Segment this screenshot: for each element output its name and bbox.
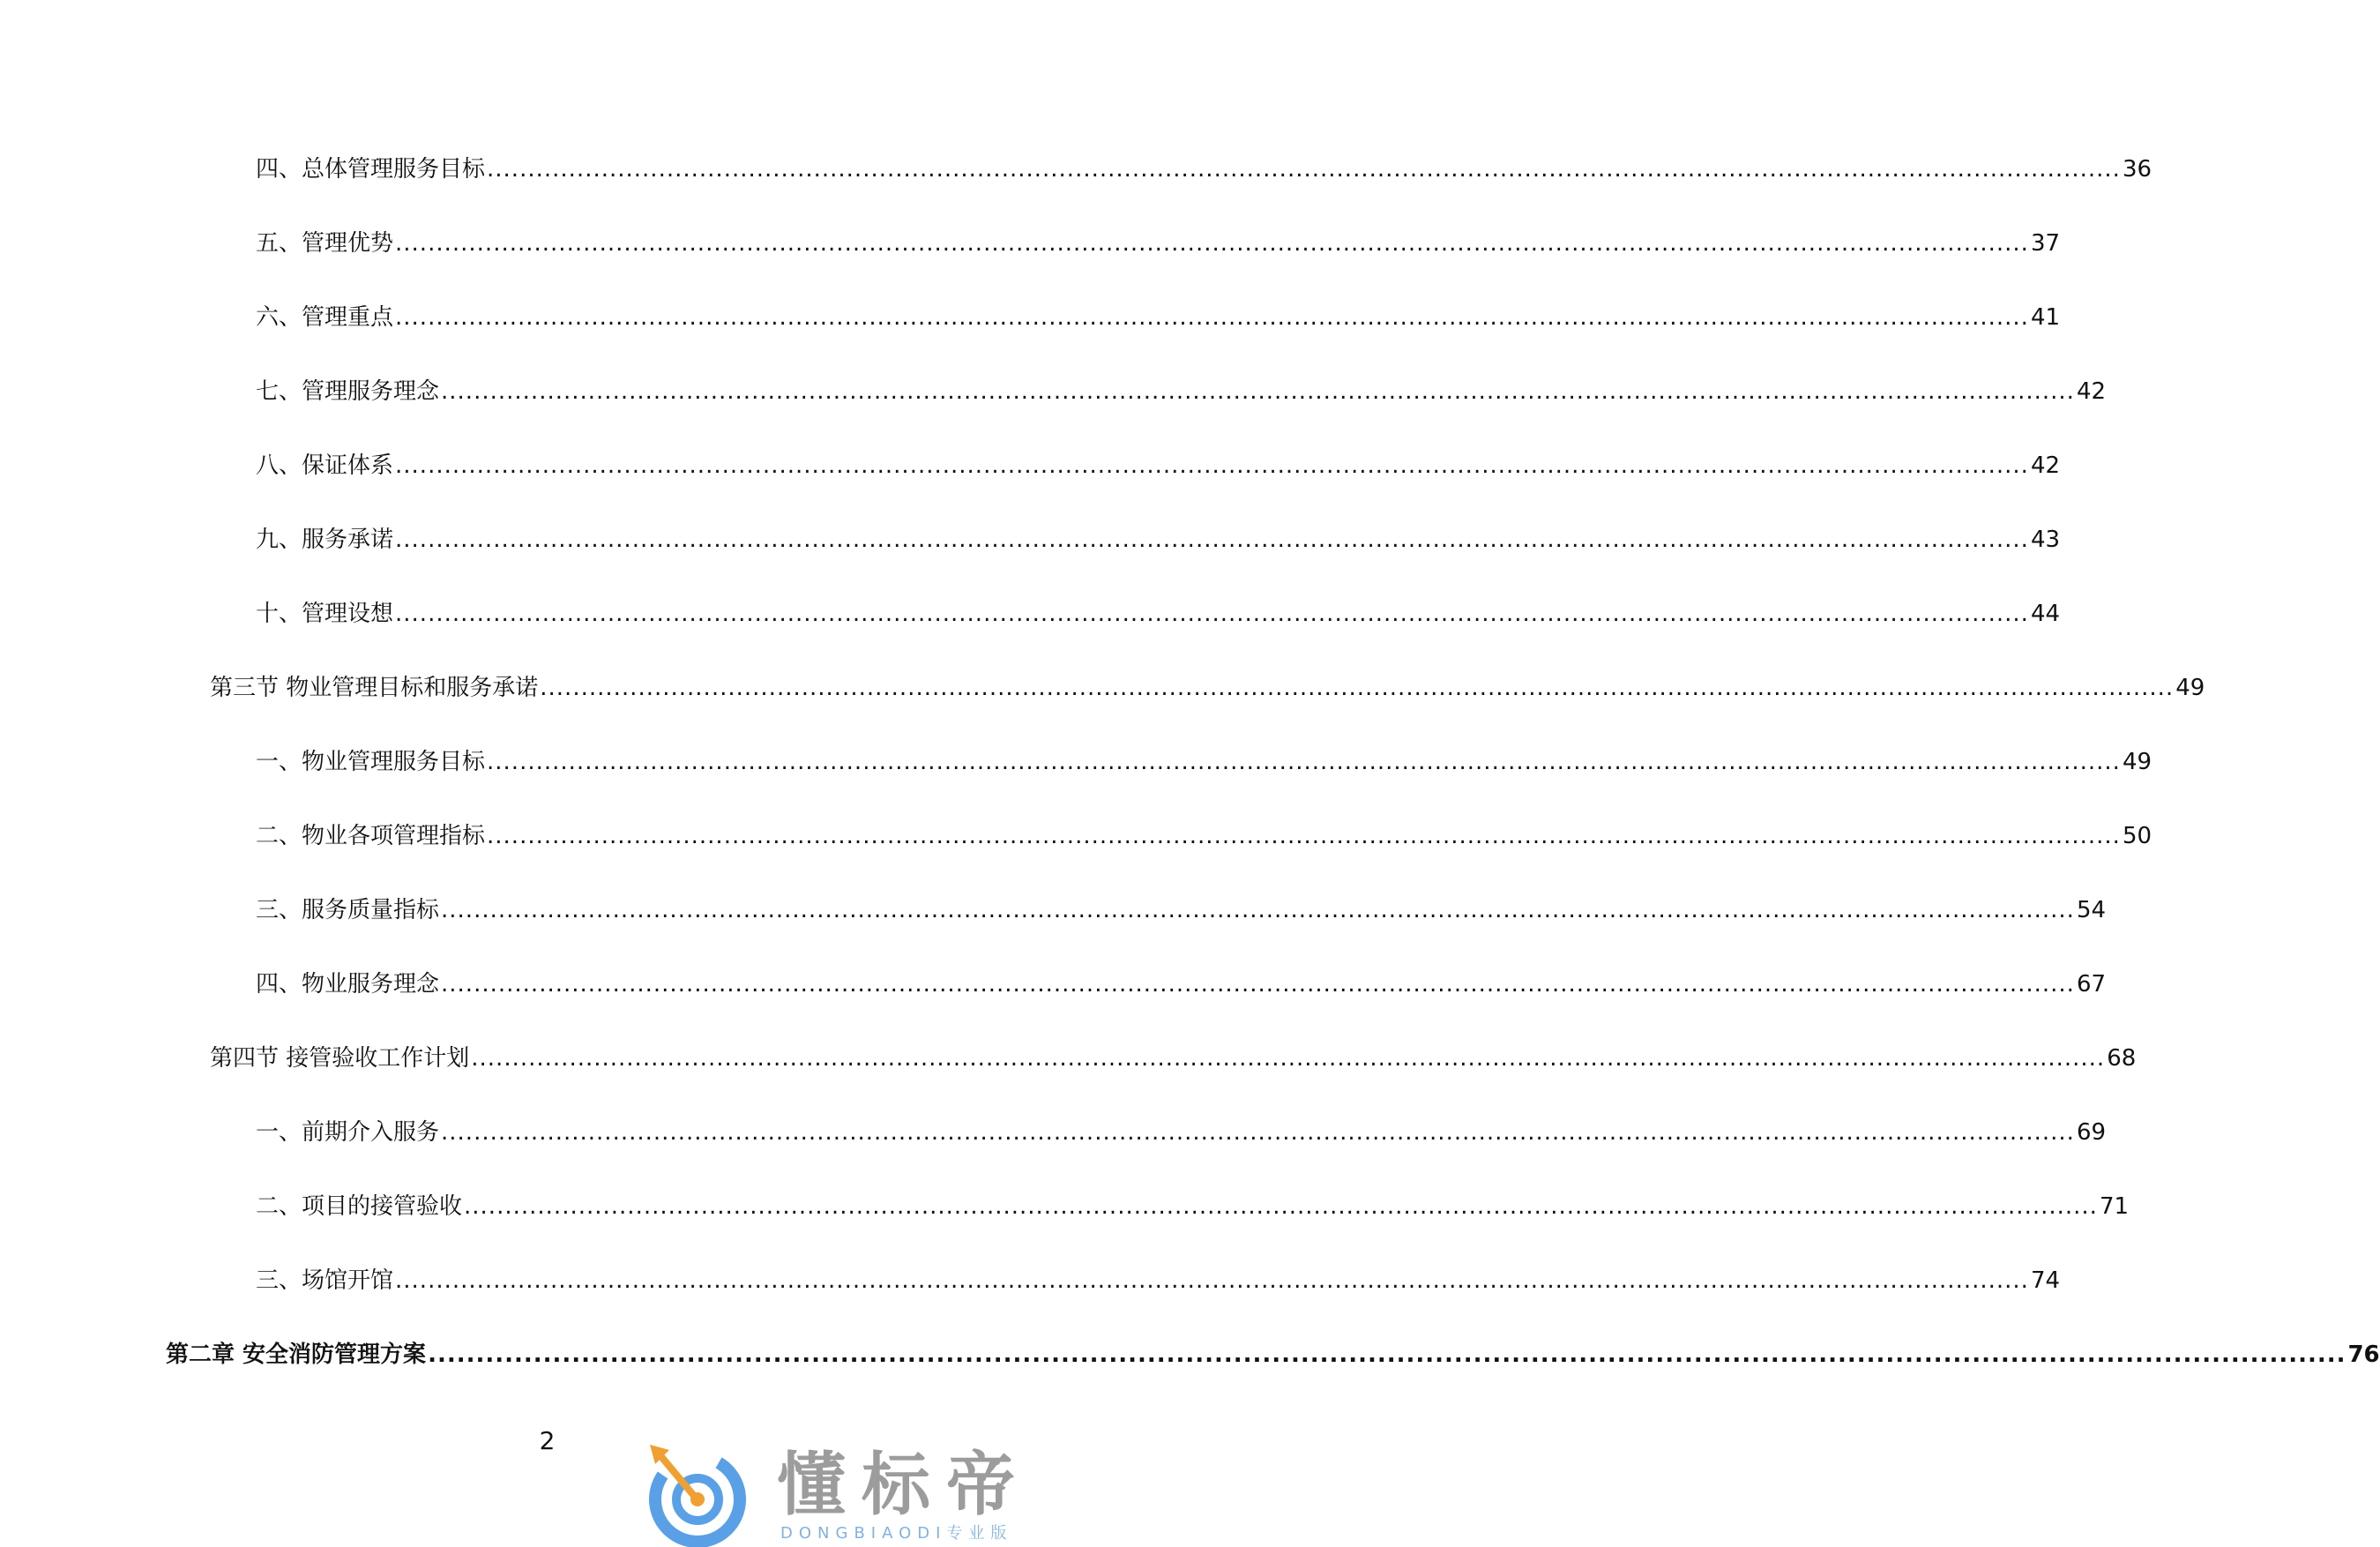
dot-leader: ........................................................................................................................................................................................................ [471,1045,2106,1072]
toc-entry[interactable] [256,1189,2130,1224]
dot-leader: ........................................................................................................................................................................................................ [395,527,2029,553]
dot-leader: ........................................................................................................................................................................................................ [395,601,2029,627]
dot-leader: ........................................................................................................................................................................................................ [395,230,2029,257]
page-number: 2 [539,1426,556,1455]
dot-leader: ........................................................................................................................................................................................................ [487,156,2121,183]
toc-entry-page: 67 [2076,971,2107,998]
toc-entry-page: 68 [2107,1045,2137,1072]
toc-entry-page: 74 [2030,1267,2061,1294]
toc-entry-title: 第四节 接管验收工作计划 [210,1045,470,1072]
toc-entry[interactable] [256,522,2061,557]
toc-entry-page: 42 [2076,378,2107,405]
dot-leader: ........................................................................................................................................................................................................ [395,452,2029,479]
toc-entry[interactable] [256,1263,2061,1298]
dot-leader: ........................................................................................................................................................................................................ [441,971,2075,998]
toc-entry[interactable] [256,596,2061,632]
dot-leader: ........................................................................................................................................................................................................ [487,749,2121,775]
toc-entry-title: 第二章 安全消防管理方案 [166,1341,427,1368]
toc-entry-page: 42 [2030,452,2061,479]
watermark-text: 懂标帝 [777,1446,1032,1525]
toc-entry-title: 十、管理设想 [256,601,394,627]
dot-leader: ........................................................................................................................................................................................................ [441,897,2075,923]
toc-entry[interactable] [256,152,2152,187]
dot-leader: ........................................................................................................................................................................................................ [441,1119,2075,1146]
toc-entry[interactable] [166,1337,2380,1372]
dot-leader: ........................................................................................................................................................................................................ [395,304,2029,331]
dot-leader: ........................................................................................................................................................................................................ [540,675,2175,701]
toc-entry-page: 41 [2030,304,2061,331]
toc-entry-title: 九、服务承诺 [256,527,394,553]
toc-entry-page: 36 [2122,156,2152,183]
toc-entry-title: 三、场馆开馆 [256,1267,394,1294]
toc-entry-page: 37 [2030,230,2061,257]
toc-entry[interactable] [256,818,2152,854]
toc-entry-title: 五、管理优势 [256,230,394,257]
toc-entry-title: 八、保证体系 [256,452,394,479]
dot-leader: ........................................................................................................................................................................................................ [428,1341,2346,1368]
dot-leader: ........................................................................................................................................................................................................ [395,1267,2029,1294]
toc-entry[interactable] [256,893,2107,928]
toc-entry-page: 54 [2076,897,2107,923]
toc-entry-page: 44 [2030,601,2061,627]
dot-leader: ........................................................................................................................................................................................................ [487,823,2121,849]
toc-entry-page: 69 [2076,1119,2107,1146]
toc-entry-title: 六、管理重点 [256,304,394,331]
watermark-subtext: DONGBIAODI专业版 [780,1524,1013,1543]
toc-entry-title: 七、管理服务理念 [256,378,440,405]
toc-entry-title: 二、项目的接管验收 [256,1193,463,1220]
toc-entry-title: 二、物业各项管理指标 [256,823,486,849]
toc-entry-title: 第三节 物业管理目标和服务承诺 [210,675,539,701]
dot-leader: ........................................................................................................................................................................................................ [441,378,2075,405]
toc-entry[interactable] [210,1041,2137,1076]
toc-entry[interactable] [210,670,2205,706]
toc-entry-title: 一、前期介入服务 [256,1119,440,1146]
target-arrow-logo-icon [643,1441,757,1547]
toc-entry[interactable] [256,448,2061,483]
toc-entry[interactable] [256,374,2107,409]
toc-entry-title: 三、服务质量指标 [256,897,440,923]
watermark [643,1441,1084,1547]
toc-entry-page: 49 [2122,749,2152,775]
toc-entry[interactable] [256,744,2152,780]
toc-entry-title: 四、物业服务理念 [256,971,440,998]
toc-entry-title: 四、总体管理服务目标 [256,156,486,183]
toc-entry-page: 76 [2347,1341,2380,1368]
toc-entry[interactable] [256,1115,2107,1150]
toc-entry[interactable] [256,300,2061,335]
dot-leader: ........................................................................................................................................................................................................ [464,1193,2098,1220]
toc-entry[interactable] [256,226,2061,261]
toc-entry-page: 49 [2175,675,2205,701]
toc-entry[interactable] [256,967,2107,1002]
toc-entry-page: 71 [2099,1193,2130,1220]
toc-entry-page: 43 [2030,527,2061,553]
toc-entry-page: 50 [2122,823,2152,849]
toc-entry-title: 一、物业管理服务目标 [256,749,486,775]
